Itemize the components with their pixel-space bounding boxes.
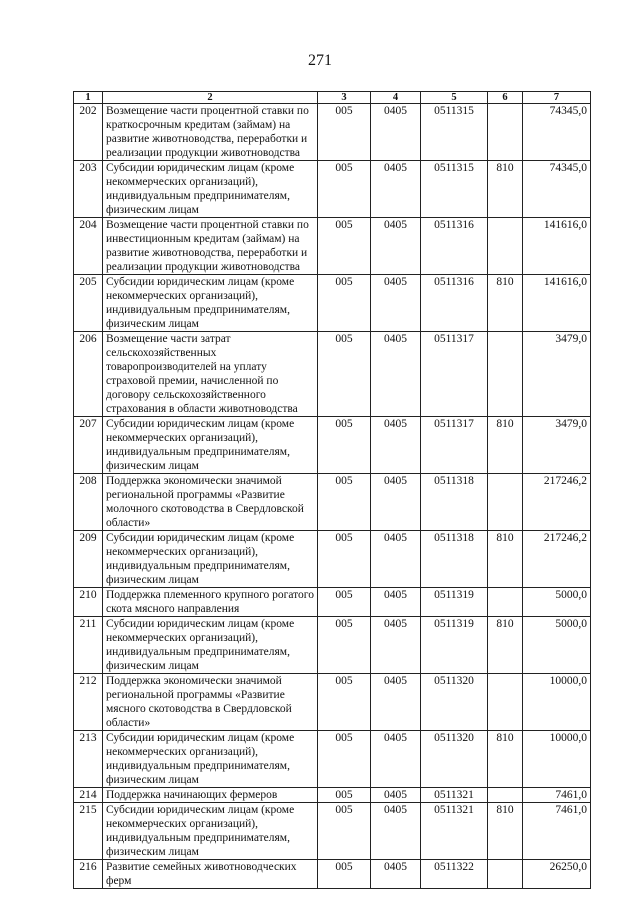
row-code: 005	[318, 417, 371, 474]
table-row	[74, 161, 591, 218]
row-kind: 810	[488, 731, 523, 788]
row-number: 214	[74, 788, 103, 803]
table-row	[74, 588, 591, 617]
row-section: 0405	[371, 731, 421, 788]
row-amount: 74345,0	[523, 161, 591, 218]
table-row	[74, 417, 591, 474]
row-name: Субсидии юридическим лицам (кроме некоммерческих организаций), индивидуальным предпринимателям, физическим лицам	[103, 531, 318, 588]
column-header: 7	[523, 92, 591, 104]
table-row	[74, 275, 591, 332]
row-code: 005	[318, 588, 371, 617]
row-article: 0511316	[421, 275, 488, 332]
table-row	[74, 104, 591, 161]
row-article: 0511321	[421, 788, 488, 803]
row-section: 0405	[371, 588, 421, 617]
row-kind	[488, 588, 523, 617]
row-code: 005	[318, 332, 371, 417]
row-section: 0405	[371, 161, 421, 218]
row-kind: 810	[488, 275, 523, 332]
row-code: 005	[318, 161, 371, 218]
row-name: Поддержка экономически значимой региональной программы «Развитие мясного скотоводства в Свердловской области»	[103, 674, 318, 731]
row-article: 0511321	[421, 803, 488, 860]
column-header: 6	[488, 92, 523, 104]
row-number: 204	[74, 218, 103, 275]
row-article: 0511317	[421, 332, 488, 417]
row-article: 0511320	[421, 674, 488, 731]
row-number: 202	[74, 104, 103, 161]
table-row	[74, 674, 591, 731]
row-number: 215	[74, 803, 103, 860]
row-amount: 7461,0	[523, 803, 591, 860]
row-section: 0405	[371, 417, 421, 474]
row-section: 0405	[371, 275, 421, 332]
row-code: 005	[318, 860, 371, 889]
row-code: 005	[318, 275, 371, 332]
row-amount: 141616,0	[523, 218, 591, 275]
row-amount: 5000,0	[523, 588, 591, 617]
column-header: 2	[103, 92, 318, 104]
row-section: 0405	[371, 617, 421, 674]
column-header: 1	[74, 92, 103, 104]
row-number: 205	[74, 275, 103, 332]
row-number: 208	[74, 474, 103, 531]
budget-table	[73, 91, 591, 889]
row-kind: 810	[488, 417, 523, 474]
row-amount: 5000,0	[523, 617, 591, 674]
row-number: 210	[74, 588, 103, 617]
column-header: 5	[421, 92, 488, 104]
row-name: Поддержка племенного крупного рогатого скота мясного направления	[103, 588, 318, 617]
table-row	[74, 860, 591, 889]
row-number: 206	[74, 332, 103, 417]
row-section: 0405	[371, 218, 421, 275]
row-kind	[488, 332, 523, 417]
table-header-row	[74, 92, 591, 104]
row-amount: 217246,2	[523, 474, 591, 531]
row-amount: 26250,0	[523, 860, 591, 889]
row-kind	[488, 788, 523, 803]
table-row	[74, 218, 591, 275]
row-name: Возмещение части затрат сельскохозяйственных товаропроизводителей на уплату страховой премии, начисленной по договору сельскохозяйственного страхования в области животноводства	[103, 332, 318, 417]
row-amount: 3479,0	[523, 417, 591, 474]
row-section: 0405	[371, 860, 421, 889]
row-amount: 10000,0	[523, 731, 591, 788]
row-code: 005	[318, 788, 371, 803]
row-section: 0405	[371, 803, 421, 860]
row-amount: 217246,2	[523, 531, 591, 588]
table-row	[74, 788, 591, 803]
row-name: Возмещение части процентной ставки по инвестиционным кредитам (займам) на развитие животноводства, переработки и реализации продукции животноводства	[103, 218, 318, 275]
row-section: 0405	[371, 104, 421, 161]
row-article: 0511315	[421, 104, 488, 161]
row-name: Субсидии юридическим лицам (кроме некоммерческих организаций), индивидуальным предпринимателям, физическим лицам	[103, 617, 318, 674]
row-article: 0511320	[421, 731, 488, 788]
row-article: 0511316	[421, 218, 488, 275]
table-row	[74, 803, 591, 860]
row-kind	[488, 474, 523, 531]
row-kind	[488, 674, 523, 731]
row-number: 216	[74, 860, 103, 889]
column-header: 3	[318, 92, 371, 104]
row-amount: 141616,0	[523, 275, 591, 332]
row-article: 0511317	[421, 417, 488, 474]
column-header: 4	[371, 92, 421, 104]
row-code: 005	[318, 731, 371, 788]
row-amount: 3479,0	[523, 332, 591, 417]
row-kind: 810	[488, 161, 523, 218]
row-kind	[488, 104, 523, 161]
row-name: Субсидии юридическим лицам (кроме некоммерческих организаций), индивидуальным предпринимателям, физическим лицам	[103, 161, 318, 218]
row-kind: 810	[488, 617, 523, 674]
page-number: 271	[308, 52, 332, 69]
row-name: Возмещение части процентной ставки по краткосрочным кредитам (займам) на развитие животноводства, переработки и реализации продукции животноводства	[103, 104, 318, 161]
row-article: 0511315	[421, 161, 488, 218]
row-amount: 74345,0	[523, 104, 591, 161]
row-section: 0405	[371, 531, 421, 588]
row-number: 213	[74, 731, 103, 788]
row-name: Субсидии юридическим лицам (кроме некоммерческих организаций), индивидуальным предпринимателям, физическим лицам	[103, 417, 318, 474]
row-code: 005	[318, 104, 371, 161]
row-name: Развитие семейных животноводческих ферм	[103, 860, 318, 889]
row-code: 005	[318, 531, 371, 588]
row-number: 207	[74, 417, 103, 474]
row-section: 0405	[371, 474, 421, 531]
row-kind	[488, 218, 523, 275]
table-row	[74, 474, 591, 531]
row-kind: 810	[488, 803, 523, 860]
table-row	[74, 617, 591, 674]
row-name: Поддержка экономически значимой региональной программы «Развитие молочного скотоводства в Свердловской области»	[103, 474, 318, 531]
row-article: 0511318	[421, 531, 488, 588]
row-article: 0511318	[421, 474, 488, 531]
row-article: 0511319	[421, 617, 488, 674]
row-article: 0511322	[421, 860, 488, 889]
row-name: Поддержка начинающих фермеров	[103, 788, 318, 803]
row-number: 203	[74, 161, 103, 218]
row-amount: 7461,0	[523, 788, 591, 803]
row-section: 0405	[371, 788, 421, 803]
row-number: 209	[74, 531, 103, 588]
row-number: 212	[74, 674, 103, 731]
row-kind: 810	[488, 531, 523, 588]
row-name: Субсидии юридическим лицам (кроме некоммерческих организаций), индивидуальным предпринимателям, физическим лицам	[103, 275, 318, 332]
row-code: 005	[318, 474, 371, 531]
row-amount: 10000,0	[523, 674, 591, 731]
row-code: 005	[318, 803, 371, 860]
row-section: 0405	[371, 674, 421, 731]
row-section: 0405	[371, 332, 421, 417]
table-row	[74, 531, 591, 588]
row-code: 005	[318, 674, 371, 731]
row-name: Субсидии юридическим лицам (кроме некоммерческих организаций), индивидуальным предпринимателям, физическим лицам	[103, 803, 318, 860]
row-kind	[488, 860, 523, 889]
row-code: 005	[318, 617, 371, 674]
table-row	[74, 731, 591, 788]
row-article: 0511319	[421, 588, 488, 617]
row-number: 211	[74, 617, 103, 674]
row-code: 005	[318, 218, 371, 275]
table-row	[74, 332, 591, 417]
row-name: Субсидии юридическим лицам (кроме некоммерческих организаций), индивидуальным предпринимателям, физическим лицам	[103, 731, 318, 788]
